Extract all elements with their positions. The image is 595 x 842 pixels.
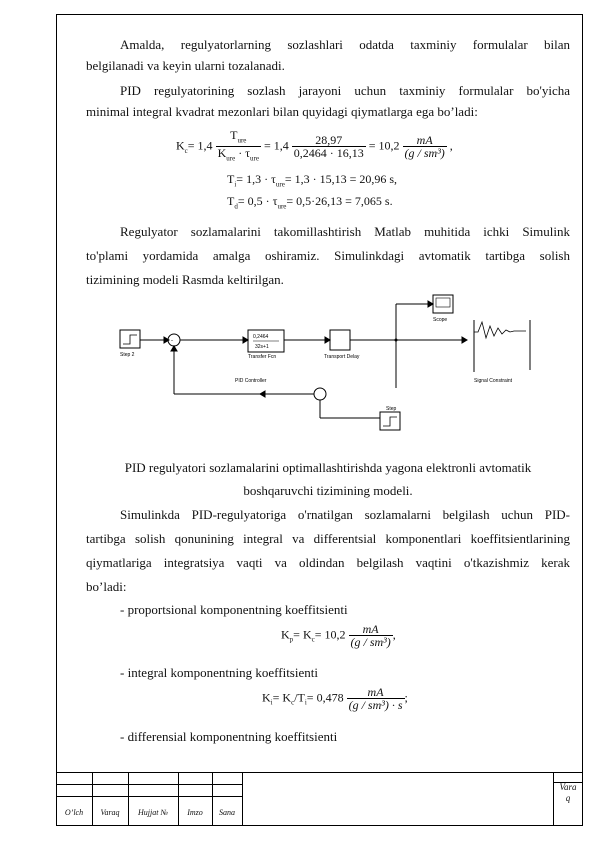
signal-constraint-label: Signal Constraint [474,378,513,384]
figure-caption-line1: PID regulyatori sozlamalarini optimallashtirishda yagona elektronli avtomatik [124,460,532,475]
paragraph-pid-settings-line1: Simulinkda PID-regulyatoriga o'rnatilgan sozlamalarni belgilash uchun PID- [120,507,570,522]
transport-delay-label: Transport Delay [324,354,360,360]
transfer-fcn-label: Transfer Fcn [248,354,277,360]
equation-ti: $T_i= 1,3 \cdot \tau_{ure}= 1,3 \cdot 15,13 = 20,96$ s, [227,172,398,189]
paragraph-simulink-line3: tizimining modeli Rasmda keltirilgan. [86,272,284,287]
pid-label: PID Controller [235,378,267,384]
equation-ki: $K_i= K_c/T_i= 0,478$ $\frac{mA}{\text{(g / sm³) · s}}$ ; [262,685,408,712]
scope-label: Scope [433,317,448,323]
bullet-differential: - differensial komponentning koeffitsienti [120,729,338,744]
label-varaq-right: Vara q [559,782,577,803]
transfer-fcn-den: 32s+1 [255,344,269,350]
label-hujjat: Hujjat № [138,808,168,817]
transfer-fcn-num: 0,2464 [253,334,269,340]
paragraph-intro-line1: Amalda, regulyatorlarning sozlashlari odatda taxminiy formulalar bilan [120,37,570,52]
paragraph-intro-line2: belgilanadi va keyin ularni tozalanadi. [86,58,285,73]
paragraph-pid-settings-line3: qiymatlariga integratsiya vaqti va oldindan belgilash vaqtini o'tkazishmiz kerak [86,555,570,570]
title-block [56,772,583,826]
step2-label: Step 2 [120,352,135,358]
equation-kc: $K_c= 1,4$ $\frac{T_{ure}}{K_{ure} \cdot \tau_{ure}}$ = 1,4 $\frac{28,97}{0,2464 \cdot 16,13}$ = 10,2 $\frac{mA}{\text{(g / sm³)}}$ , [176,128,453,163]
paragraph-pid-line2: minimal integral kvadrat mezonlari bilan quyidagi qiymatlarga ega bo’ladi: [86,104,478,119]
sum-block-2 [314,388,326,400]
equation-kp: $K_p= K_c= 10,2$ $\frac{mA}{\text{(g / sm³)}}$ , [281,622,396,649]
paragraph-pid-line1: PID regulyatorining sozlash jarayoni uchun taxminiy formulalar bo'yicha [120,83,570,98]
paragraph-simulink-line2: to'plami yordamida amalga oshiramiz. Simulinkdagi avtomatik tartibga solish [86,248,570,263]
simulink-diagram [110,290,540,440]
label-sana: Sana [219,808,235,817]
paragraph-pid-settings-line2: tartibga solish qonunining integral va differentsial komponentlari koeffitsientlarining [86,531,570,546]
paragraph-pid-settings-line4: bo’ladi: [86,579,127,594]
label-olch: O’lch [64,808,84,817]
transport-delay-block [330,330,350,350]
sum-sign: - [171,338,173,344]
equation-td: $T_d= 0,5 \cdot \tau_{ure}= 0,5\cdot 26,13 = 7,065$ s. [227,194,393,211]
label-imzo: Imzo [187,808,203,817]
signal-constraint-plot [474,322,526,338]
label-varaq: Varaq [100,808,120,817]
step-label: Step [386,406,397,412]
figure-caption-line2: boshqaruvchi tizimining modeli. [243,483,413,498]
bullet-proportional: - proportsional komponentning koeffitsienti [120,602,348,617]
bullet-integral: - integral komponentning koeffitsienti [120,665,318,680]
paragraph-simulink-line1: Regulyator sozlamalarini takomillashtirish Matlab muhitida ichki Simulink [120,224,570,239]
